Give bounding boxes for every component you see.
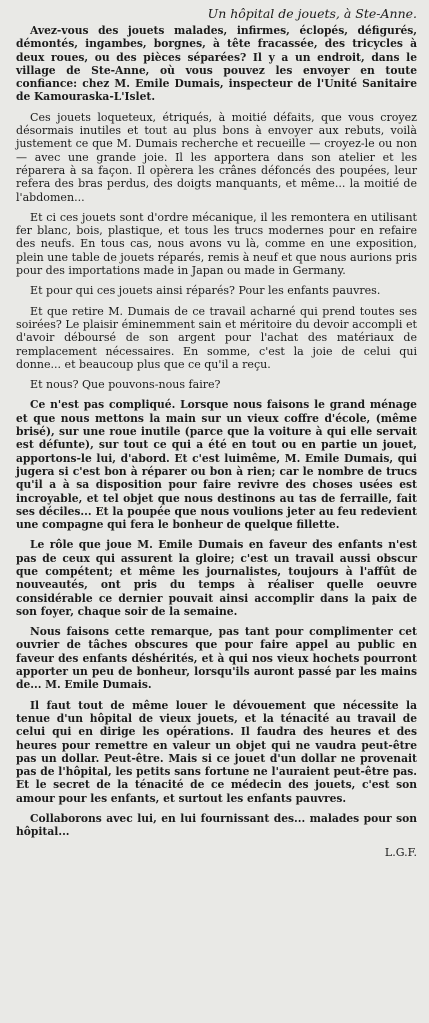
paragraph-11: Collaborons avec lui, en lui fournissant des... malades pour son hôpital...	[16, 812, 417, 839]
paragraph-10: Il faut tout de même louer le dévouement que nécessite la tenue d'un hôpital de vieux jouets, et la ténacité au travail de celui qui en dirige les opérations. Il faudra des heures et des heures pour remettre en valeur un objet qui ne vaudra peut-être pas un dollar. Peut-être. Mais si ce jouet d'un dollar ne provenait pas de l'hôpital, les petits sans fortune ne l'auraient peut-être pas. Et le secret de la ténacité de ce médecin des jouets, c'est son amour pour les enfants, et surtout les enfants pauvres.	[16, 698, 417, 805]
paragraph-8: Le rôle que joue M. Emile Dumais en faveur des enfants n'est pas de ceux qui assurent la gloire; c'est un travail aussi obscur que compétent; et même les journalistes, toujours à l'affût de nouveautés, ont pris du temps à réaliser quelle oeuvre considérable ce dernier pouvait ainsi accomplir dans la paix de son foyer, chaque soir de la semaine.	[16, 538, 417, 618]
paragraph-5: Et que retire M. Dumais de ce travail acharné qui prend toutes ses soirées? Le plaisir éminemment sain et méritoire du devoir accompli et d'avoir déboursé de son argent pour l'achat des matériaux de remplacement nécessaires. En somme, c'est la joie de celui qui donne... et beaucoup plus que ce qu'il a reçu.	[16, 304, 417, 371]
paragraph-1: Avez-vous des jouets malades, infirmes, éclopés, défigurés, démontés, ingambes, borgnes, à tête fracassée, des tricycles à deux roues, ou des pièces séparées? Il y a un endroit, dans le village de Ste-Anne, où vous pouvez les envoyer en toute confiance: chez M. Emile Dumais, inspecteur de l'Unité Sanitaire de Kamouraska-L'Islet.	[16, 24, 417, 104]
article-title: Un hôpital de jouets, à Ste-Anne.	[207, 6, 417, 21]
paragraph-3: Et ci ces jouets sont d'ordre mécanique, il les remontera en utilisant fer blanc, bois, plastique, et tous les trucs modernes pour en refaire des neufs. En tous cas, nous avons vu là, comme en une exposition, plein une table de jouets réparés, remis à neuf et que nous aurions pris pour des importations made in Japan ou made in Germany.	[16, 210, 417, 278]
paragraph-9: Nous faisons cette remarque, pas tant pour complimenter cet ouvrier de tâches obscures que pour faire appel au public en faveur des enfants déshérités, et à qui nos vieux hochets pourront apporter un peu de bonheur, lorsqu'ils auront passé par les mains de... M. Emile Dumais.	[16, 625, 417, 692]
paragraph-6: Et nous? Que pouvons-nous faire?	[30, 378, 221, 392]
paragraph-4: Et pour qui ces jouets ainsi réparés? Pour les enfants pauvres.	[30, 284, 381, 298]
paragraph-2: Ces jouets loqueteux, étriqués, à moitié défaits, que vous croyez désormais inutiles et tout au plus bons à envoyer aux rebuts, voilà justement ce que M. Dumais recherche et recueille — croyez-le ou non — avec une grande joie. Il les apportera dans son atelier et les réparera à sa façon. Il opèrera les crânes défoncés des poupées, leur refera des bras perdus, des doigts manquants, et même... la moitié de l'abdomen...	[16, 110, 417, 204]
author-signature: L.G.F.	[384, 845, 417, 859]
paragraph-7: Ce n'est pas compliqué. Lorsque nous faisons le grand ménage et que nous mettons la main sur un vieux coffre d'école, (même brisé), sur une roue inutile (parce que la voiture à qui elle servait est défunte), sur tout ce qui a été en tout ou en partie un jouet, apportons-le lui, d'abord. Et c'est luimême, M. Emile Dumais, qui jugera si c'est bon à réparer ou bon à rien; car le nombre de trucs qu'il a à sa disposition pour faire revivre des choses usées est incroyable, et tel objet que nous destinons au tas de ferraille, fait ses déciles... Et la poupée que nous voulions jeter au feu redevient une compagne qui fera le bonheur de quelque fillette.	[16, 398, 417, 532]
